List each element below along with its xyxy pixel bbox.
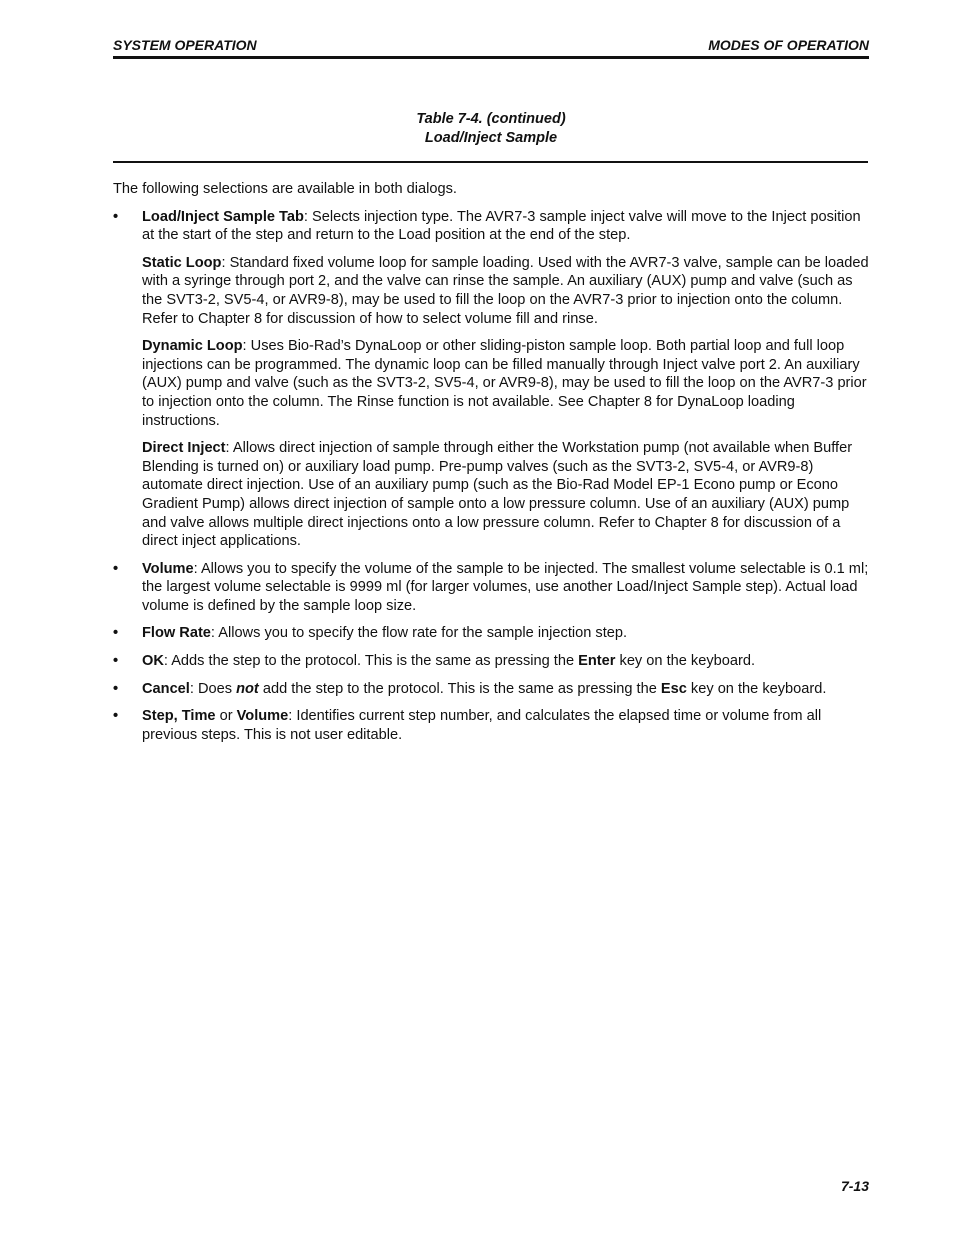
desc-cancel-part3: key on the keyboard.: [686, 680, 827, 697]
key-esc: Esc: [660, 680, 687, 697]
desc-flow-rate: : Allows you to specify the flow rate for the sample injection step.: [210, 625, 628, 642]
emphasis-not: not: [236, 680, 259, 697]
sub-item-direct-inject: [113, 439, 869, 551]
term-static-loop: Static Loop: [142, 254, 222, 271]
list-item-cancel: [113, 680, 869, 699]
term-ok: OK: [142, 653, 164, 670]
bullet-icon: •: [113, 625, 119, 642]
list-item-load-inject: [113, 208, 869, 245]
term-flow-rate: Flow Rate: [142, 625, 211, 642]
desc-ok-part2: key on the keyboard.: [615, 653, 756, 670]
bullet-icon: •: [113, 208, 119, 225]
table-title-line1: Table 7-4. (continued): [416, 111, 566, 127]
list-item-flow-rate: [113, 624, 869, 643]
key-enter: Enter: [578, 653, 616, 670]
desc-load-inject: : Selects injection type. The AVR7-3 sample inject valve will move to the Inject position at the start of the step and return to the Load position at the end of the step.: [142, 208, 861, 244]
term-volume: Volume: [142, 560, 194, 577]
desc-ok-part1: : Adds the step to the protocol. This is the same as pressing the: [163, 653, 579, 670]
desc-volume: : Allows you to specify the volume of the sample to be injected. The smallest volume selectable is 0.1 ml; the largest volume selectable is 9999 ml (for larger volumes, use another Load/Inject Sample step). Actual load volume is defined by the sample loop size.: [142, 560, 869, 614]
term-cancel: Cancel: [142, 680, 190, 697]
term-load-inject: Load/Inject Sample Tab: [142, 208, 304, 225]
list-item-step-time: [113, 707, 869, 744]
title-divider: [113, 161, 868, 163]
section-title: SYSTEM OPERATION: [113, 37, 257, 53]
chapter-topic: MODES OF OPERATION: [708, 37, 869, 53]
desc-dynamic-loop: : Uses Bio-Rad’s DynaLoop or other sliding-piston sample loop. Both partial loop and full loop injections can be programmed. The dynamic loop can be filled manually through Inject valve port 2. An auxiliary (AUX) pump and valve (such as the SVT3-2, SV5-4, or AVR9-8), may be used to fill the loop on the AVR7-3 prior to injection onto the column. The Rinse function is not available. See Chapter 8 for DynaLoop loading instructions.: [142, 338, 867, 429]
desc-cancel-part1: : Does: [189, 680, 237, 697]
table-title: [113, 110, 869, 148]
term-volume-2: Volume: [236, 708, 289, 725]
sub-item-static-loop: [113, 254, 869, 328]
bullet-icon: •: [113, 560, 119, 577]
bullet-icon: •: [113, 708, 119, 725]
table-title-line2: Load/Inject Sample: [424, 130, 558, 146]
page-header: [113, 36, 869, 59]
intro-paragraph: The following selections are available in both dialogs.: [113, 181, 457, 197]
term-dynamic-loop: Dynamic Loop: [142, 338, 243, 355]
page-number: 7-13: [840, 1178, 869, 1194]
desc-cancel-part2: add the step to the protocol. This is the same as pressing the: [258, 680, 661, 697]
bullet-icon: •: [113, 680, 119, 697]
sub-item-dynamic-loop: [113, 337, 869, 430]
connector-or: or: [215, 708, 237, 725]
term-direct-inject: Direct Inject: [142, 440, 226, 457]
desc-direct-inject: : Allows direct injection of sample through either the Workstation pump (not available when Buffer Blending is turned on) or auxiliary load pump. Pre-pump valves (such as the SVT3-2, SV5-4, or AVR9-8) automate direct injection. Use of an auxiliary pump (such as the Bio-Rad Model EP-1 Econo pump or Econo Gradient Pump) allows direct injection of sample onto a low pressure column. Use of an auxiliary (AUX) pump and valve allows multiple direct injections onto a low pressure column. Refer to Chapter 8 for discussion of a direct inject applications.: [142, 440, 853, 550]
desc-step-time: : Identifies current step number, and calculates the elapsed time or volume from all previous steps. This is not user editable.: [142, 708, 822, 743]
term-step-time: Step, Time: [142, 708, 216, 725]
desc-static-loop: : Standard fixed volume loop for sample loading. Used with the AVR7-3 valve, sample can be loaded with a syringe through port 2, and the valve can rinse the sample. An auxiliary (AUX) pump and valve (such as the SVT3-2, SV5-4, or AVR9-8), may be used to fill the loop on the AVR7-3 prior to injection onto the column. Refer to Chapter 8 for discussion of how to select volume fill and rinse.: [142, 254, 869, 327]
body-content: [113, 180, 869, 753]
list-item-volume: [113, 560, 869, 616]
bullet-icon: •: [113, 653, 119, 670]
list-item-ok: [113, 652, 869, 671]
